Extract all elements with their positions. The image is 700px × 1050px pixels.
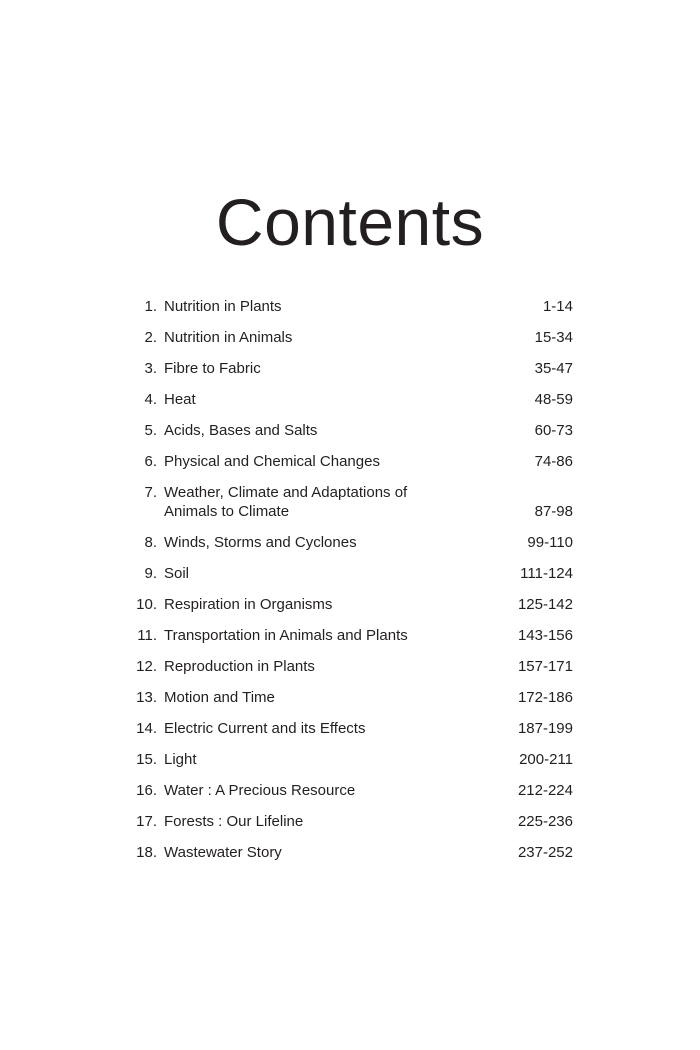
toc-entry: [130, 750, 573, 769]
chapter-title: Electric Current and its Effects: [164, 720, 366, 737]
chapter-number: 4.: [144, 391, 157, 408]
chapter-title: Motion and Time: [164, 689, 275, 706]
chapter-number: 8.: [144, 534, 157, 551]
toc-entry: [130, 657, 573, 676]
chapter-title: Nutrition in Animals: [164, 329, 293, 346]
chapter-title: Acids, Bases and Salts: [164, 422, 318, 439]
page-range: 99-110: [527, 534, 573, 551]
page-range: 187-199: [517, 720, 573, 737]
page-title: Contents: [215, 185, 485, 259]
page-range: 200-211: [519, 751, 573, 768]
chapter-number: 13.: [136, 689, 157, 706]
page-range: 143-156: [517, 627, 573, 644]
page-range: 60-73: [534, 422, 573, 439]
page-range: 212-224: [517, 782, 573, 799]
chapter-title: Fibre to Fabric: [164, 360, 261, 377]
chapter-title: Light: [164, 751, 197, 768]
chapter-title: Water : A Precious Resource: [164, 782, 356, 799]
chapter-number: 17.: [136, 813, 157, 830]
chapter-title: Weather, Climate and Adaptations of Animals to Climate: [164, 484, 408, 520]
page-range: 1-14: [542, 298, 573, 315]
table-of-contents: [130, 297, 573, 874]
chapter-number: 9.: [144, 565, 157, 582]
toc-entry: [130, 781, 573, 800]
toc-entry: [130, 688, 573, 707]
toc-entry: [130, 328, 573, 347]
toc-entry: [130, 595, 573, 614]
chapter-number: 10.: [136, 596, 157, 613]
chapter-number: 3.: [144, 360, 157, 377]
toc-entry: [130, 533, 573, 552]
chapter-title: Winds, Storms and Cyclones: [164, 534, 357, 551]
chapter-number: 12.: [136, 658, 157, 675]
chapter-title: Transportation in Animals and Plants: [164, 627, 408, 644]
chapter-title: Physical and Chemical Changes: [164, 453, 380, 470]
chapter-title: Respiration in Organisms: [164, 596, 333, 613]
page-range: 35-47: [534, 360, 573, 377]
page-range: 157-171: [517, 658, 573, 675]
chapter-title: Forests : Our Lifeline: [164, 813, 304, 830]
page-range: 87-98: [534, 503, 573, 520]
page-range: 111-124: [520, 565, 573, 582]
toc-entry: [130, 843, 573, 862]
chapter-number: 5.: [144, 422, 157, 439]
chapter-number: 11.: [137, 627, 157, 644]
page-range: 15-34: [534, 329, 573, 346]
chapter-number: 15.: [136, 751, 157, 768]
toc-entry: [130, 483, 573, 521]
chapter-title: Nutrition in Plants: [164, 298, 282, 315]
chapter-title: Heat: [164, 391, 196, 408]
page-range: 48-59: [534, 391, 573, 408]
chapter-number: 18.: [136, 844, 157, 861]
chapter-title: Soil: [164, 565, 190, 582]
toc-entry: [130, 297, 573, 316]
chapter-title: Reproduction in Plants: [164, 658, 315, 675]
toc-entry: [130, 452, 573, 471]
toc-entry: [130, 421, 573, 440]
chapter-title: Wastewater Story: [164, 844, 282, 861]
chapter-number: 6.: [144, 453, 157, 470]
toc-entry: [130, 812, 573, 831]
page-range: 125-142: [517, 596, 573, 613]
chapter-number: 14.: [136, 720, 157, 737]
toc-entry: [130, 390, 573, 409]
toc-entry: [130, 719, 573, 738]
chapter-number: 7.: [144, 484, 157, 501]
toc-entry: [130, 359, 573, 378]
toc-entry: [130, 564, 573, 583]
page-range: 225-236: [517, 813, 573, 830]
chapter-number: 1.: [144, 298, 157, 315]
chapter-number: 2.: [144, 329, 157, 346]
chapter-number: 16.: [136, 782, 157, 799]
page-range: 237-252: [517, 844, 573, 861]
page-range: 172-186: [517, 689, 573, 706]
page-range: 74-86: [534, 453, 573, 470]
toc-entry: [130, 626, 573, 645]
